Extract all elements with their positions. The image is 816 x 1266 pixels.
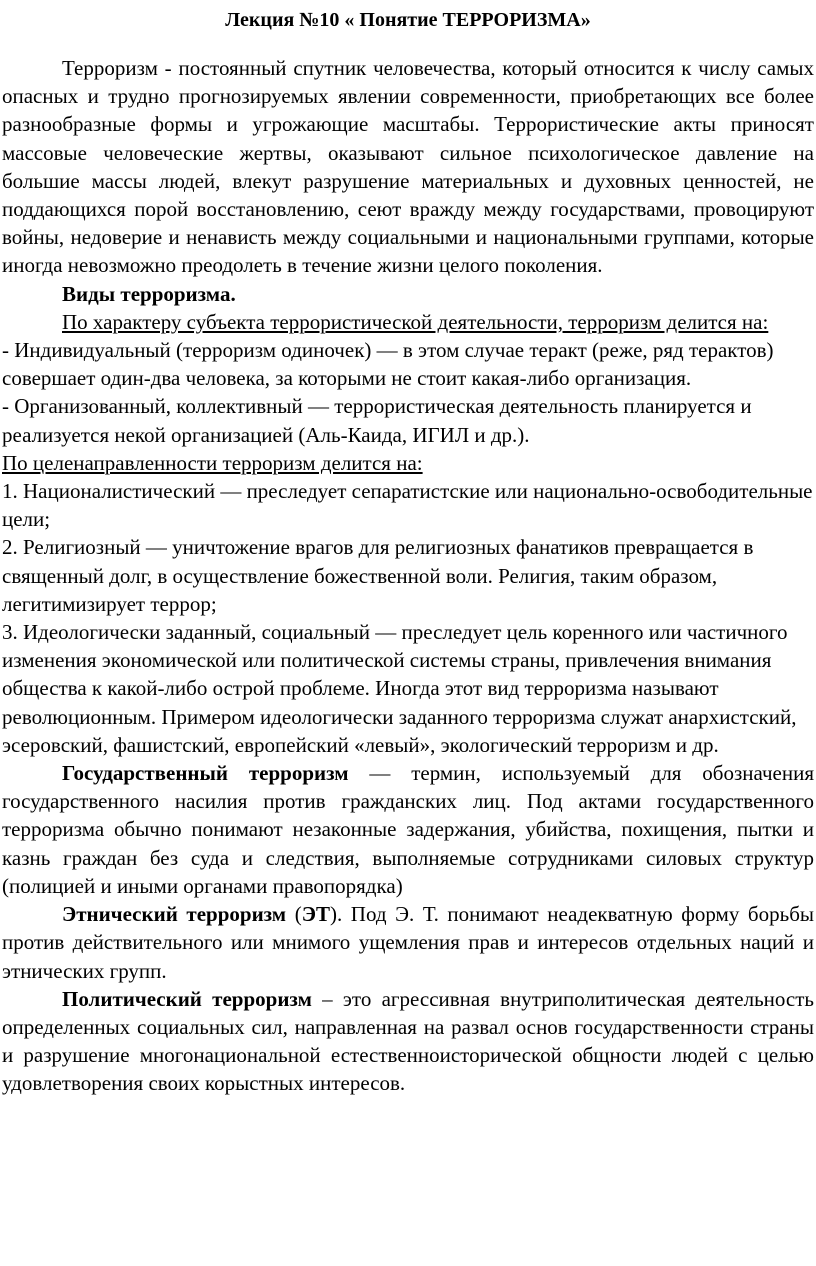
political-terrorism-term: Политический терроризм: [62, 986, 312, 1011]
purpose-classification: [2, 449, 814, 759]
ethnic-terrorism-paragraph: [2, 900, 814, 985]
subject-heading: По характеру субъекта террористической деятельности, терроризм делится на:: [62, 309, 769, 334]
state-terrorism-term: Государственный терроризм: [62, 761, 349, 786]
political-terrorism-paragraph: [2, 985, 814, 1098]
purpose-item-ideological: 3. Идеологически заданный, социальный — преследует цель коренного или частичного изменения экономической или политической системы страны, привлечения внимания общества к какой-либо острой проблеме. Иногда этот вид терроризма называют революционным. Примером идеологически заданного терроризма служат анархистский, эсеровский, фашистский, европейский «левый», экологический терроризм и др.: [2, 620, 797, 757]
purpose-item-religious: 2. Религиозный — уничтожение врагов для религиозных фанатиков превращается в священный долг, в осуществление божественной воли. Религия, таким образом, легитимизирует террор;: [2, 535, 754, 616]
subject-classification: [2, 308, 814, 449]
ethnic-terrorism-text: ). Под Э. Т. понимают неадекватную форму борьбы против действительного или мнимого ущемления прав и интересов отдельных наций и этнических групп.: [2, 902, 814, 983]
subject-item-individual: - Индивидуальный (терроризм одиночек) — в этом случае теракт (реже, ряд терактов) совершает один-два человека, за которыми не стоит какая-либо организация.: [2, 338, 774, 391]
state-terrorism-paragraph: [2, 759, 814, 900]
ethnic-terrorism-term: Этнический терроризм: [62, 902, 287, 927]
types-heading: Виды терроризма.: [62, 281, 236, 306]
purpose-item-nationalist: 1. Националистический — преследует сепаратистские или национально-освободительные цели;: [2, 479, 813, 532]
purpose-heading: По целенаправленности терроризм делится на:: [2, 450, 423, 475]
intro-paragraph: Терроризм - постоянный спутник человечества, который относится к числу самых опасных и трудно прогнозируемых явлении современности, приобретающих все более разнообразные формы и угрожающие масштабы. Террористические акты приносят массовые человеческие жертвы, оказывают сильное психологическое давление на большие массы людей, влекут разрушение материальных и духовных ценностей, не поддающихся порой восстановлению, сеют вражду между государствами, провоцируют войны, недоверие и ненависть между социальными и национальными группами, которые иногда невозможно преодолеть в течение жизни целого поколения.: [2, 56, 814, 278]
subject-item-organized: - Организованный, коллективный — террористическая деятельность планируется и реализуется некой организацией (Аль-Каида, ИГИЛ и др.).: [2, 394, 752, 447]
ethnic-terrorism-paren: (: [286, 902, 302, 927]
political-terrorism-text: – это агрессивная внутриполитическая деятельность определенных социальных сил, направленная на развал основ государственности страны и разрушение многонациональной естественноисторической общности людей с целью удовлетворения своих корыстных интересов.: [2, 986, 814, 1096]
page-title: Лекция №10 « Понятие ТЕРРОРИЗМА»: [225, 9, 591, 31]
state-terrorism-text: — термин, используемый для обозначения государственного насилия против гражданских лиц. Под актами государственного терроризма обычно понимают незаконные задержания, убийства, похищения, пытки и казнь граждан без суда и следствия, выполняемые сотрудниками силовых структур (полицией и иными органами правопорядка): [2, 761, 814, 898]
ethnic-terrorism-abbr: ЭТ: [301, 902, 330, 927]
